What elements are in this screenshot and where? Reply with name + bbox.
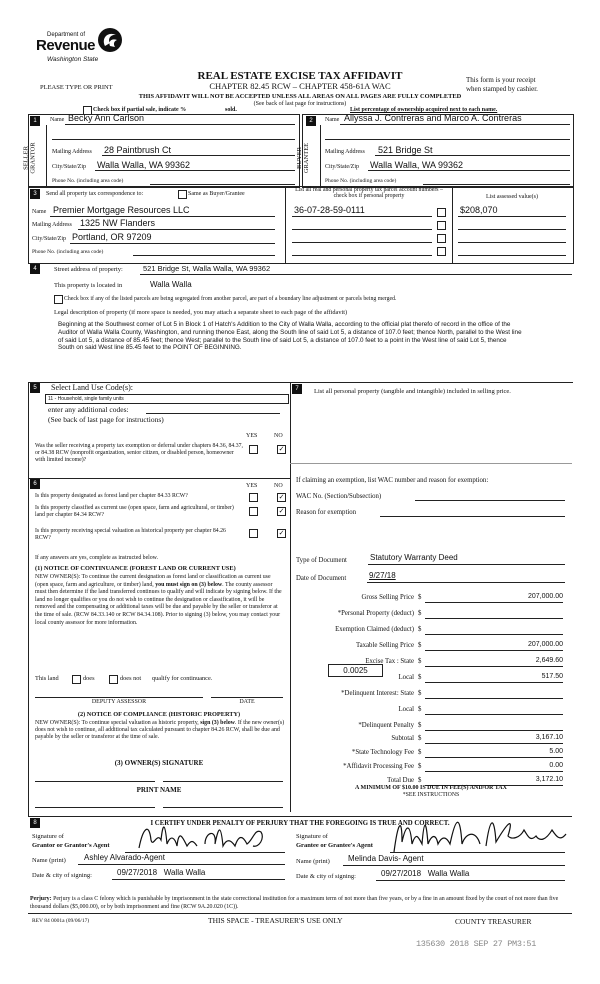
seller-label-2: GRANTOR: [29, 142, 37, 174]
tax-row-value[interactable]: 5.00: [425, 748, 563, 758]
buyer-phone-label: Phone No. (including area code): [325, 178, 397, 184]
correspondence-label: Send all property tax correspondence to:: [46, 191, 144, 197]
no-header: NO: [274, 483, 283, 489]
type-or-print: PLEASE TYPE OR PRINT: [40, 84, 113, 91]
line: [140, 274, 572, 275]
land-use-code-select[interactable]: 11 - Household, single family units: [45, 394, 289, 404]
historic-yes-checkbox[interactable]: [249, 529, 258, 538]
exemption-no-checkbox[interactable]: ✓: [278, 445, 285, 453]
print-name-field[interactable]: [35, 807, 155, 808]
street-field[interactable]: 521 Bridge St, Walla Walla, WA 99362: [143, 264, 271, 273]
tax-row-value[interactable]: 3,167.10: [425, 734, 563, 744]
notice1-part: NEW OWNER(S): To continue the current designation as forest land or classification as current use (open space, farm and agriculture, or timber) land,: [35, 574, 271, 588]
line: [78, 229, 275, 230]
logo-name: Revenue: [36, 37, 96, 54]
currency-sign: $: [418, 626, 422, 633]
grantor-signature[interactable]: [135, 818, 280, 853]
tax-row-value[interactable]: [425, 705, 563, 715]
no-header: NO: [274, 433, 283, 439]
line: [390, 852, 565, 853]
notice2-text: [35, 720, 285, 741]
parcel-header: List all real and personal property tax parcel account numbers – check box if personal property: [295, 187, 443, 200]
line: [102, 155, 295, 156]
see-back-note: (See back of last page for instructions): [253, 101, 347, 107]
grantor-name-field[interactable]: Ashley Alvarado-Agent: [84, 853, 165, 862]
tax-row-value[interactable]: 517.50: [425, 673, 563, 683]
wac-label: WAC No. (Section/Subsection): [296, 493, 382, 500]
buyer-label-2: GRANTEE: [303, 142, 311, 174]
grantee-date-label: Date & city of signing:: [296, 873, 356, 880]
tax-row-label: Taxable Selling Price: [355, 642, 414, 649]
legal-description-field[interactable]: Beginning at the Southwest corner of Lot 5 in Block 1 of Hatch's Addition to the City of Walla Walla, according to the official plat therefo of record in the office of the Auditor of Walla Walla County, Washington, and running thence East, along the South line of said Lot 5, a distance of 107.0 feet; thence North, parallel to the West line of said Lot 5, a distance of 85.45 feet; thence West; parallel to the South line of said Lot 5, a distance of 107.0 feet to a point in the West line of said Lot 5, thence South on said West line 85.45 feet to the POINT OF BEGINNING.: [58, 321, 522, 352]
section-number: 3: [30, 189, 40, 199]
notice2-bold: sign (3) below: [200, 720, 235, 726]
seller-phone-label: Phone No. (including area code): [52, 178, 124, 184]
additional-codes-label: enter any additional codes:: [48, 405, 129, 414]
ownership-note: List percentage of ownership acquired next to each name.: [350, 107, 498, 113]
tax-row-value[interactable]: [425, 689, 563, 699]
line: [112, 879, 285, 880]
treasurer-stamp: 135630 2018 SEP 27 PM3:51: [416, 939, 537, 949]
grantee-name-label: Name (print): [296, 858, 330, 865]
receipt-note-2: when stamped by cashier.: [466, 85, 538, 93]
dor-logo-icon: [96, 26, 124, 54]
corr-mail-label: Mailing Address: [32, 222, 72, 228]
wac-field[interactable]: [415, 500, 565, 501]
assessed-value-header: List assessed value(s): [486, 194, 538, 200]
exemption-question: Was the seller receiving a property tax exemption or deferral under chapters 84.36, 84.37, or 84.38 RCW (nonprofit organization, senior citizen, or disabled person, homeowner with limited income)?: [35, 443, 243, 464]
personal-property-checkbox[interactable]: [437, 247, 446, 256]
tax-row-value[interactable]: [425, 721, 563, 731]
line: [78, 864, 285, 865]
line: [70, 243, 275, 244]
parcel-number-field[interactable]: 36-07-28-59-0111: [294, 205, 365, 215]
this-land-label: This land: [35, 675, 59, 682]
seller-city-label: City/State/Zip: [52, 164, 86, 170]
tax-row-label: Local: [398, 706, 414, 713]
seller-name-label: Name: [50, 117, 65, 123]
tax-row-label: Local: [398, 674, 414, 681]
tax-row-label: Excise Tax : State: [365, 658, 414, 665]
buyer-mail-label: Mailing Address: [325, 149, 365, 155]
street-label: Street address of property:: [54, 266, 123, 273]
tax-row-value[interactable]: 0.00: [425, 762, 563, 772]
buyer-name-field[interactable]: Allyssa J. Contreras and Marco A. Contreras: [344, 113, 522, 123]
legal-label: Legal description of property (if more space is needed, you may attach a separate sheet to each page of the affidavit): [54, 309, 348, 316]
segregated-label: Check box if any of the listed parcels are being segregated from another parcel, are part of a boundary line adjustment or parcels being merged.: [64, 296, 397, 302]
notice1-text: [35, 574, 285, 627]
corr-name-field[interactable]: Premier Mortgage Resources LLC: [53, 205, 190, 215]
personal-property-label: List all personal property (tangible and intangible) included in selling price.: [314, 388, 511, 395]
tax-row-value[interactable]: 3,172.10: [425, 776, 563, 786]
receipt-note-1: This form is your receipt: [466, 76, 536, 84]
tax-row-value[interactable]: [425, 625, 563, 635]
currency-sign: $: [418, 610, 422, 617]
currency-sign: $: [418, 674, 422, 681]
owner-signature-field[interactable]: [35, 781, 155, 782]
located-label: This property is located in: [54, 282, 123, 289]
grantee-sig-of: Signature of: [296, 833, 328, 840]
forest-yes-checkbox[interactable]: [249, 493, 258, 502]
treasurer-space: THIS SPACE - TREASURER'S USE ONLY: [208, 916, 343, 925]
does-checkbox[interactable]: [72, 675, 81, 684]
same-as-buyer-checkbox[interactable]: [178, 190, 187, 199]
currency-sign: $: [418, 749, 422, 756]
corr-mail-field[interactable]: 1325 NW Flanders: [80, 218, 156, 228]
perjury-text: Perjury is a class C felony which is punishable by imprisonment in the state correctional institution for a maximum term of not more than five years, or by a fine in an amount fixed by the court of not more than five thousand dollars ($5,000.00), or by both imprisonment and fine (RCW 9A.20.020 (1C)).: [30, 896, 559, 910]
seller-mail-label: Mailing Address: [52, 149, 92, 155]
grantee-sig-label: Grantee or Grantee's Agent: [296, 842, 373, 849]
line: [343, 865, 565, 866]
divider: [28, 913, 572, 914]
if-yes-note: If any answers are yes, complete as instructed below.: [35, 555, 158, 561]
reason-field[interactable]: [380, 516, 565, 517]
current-use-yes-checkbox[interactable]: [249, 507, 258, 516]
section-number: 1: [30, 116, 40, 126]
deputy-assessor-signature[interactable]: [35, 697, 203, 698]
seller-label-1: SELLER: [22, 146, 30, 170]
line: [368, 170, 570, 171]
buyer-city-label: City/State/Zip: [325, 164, 359, 170]
notice1-bold: you must sign on (3) below: [155, 581, 223, 588]
currency-sign: $: [418, 642, 422, 649]
assessed-value-field[interactable]: $208,070: [460, 205, 498, 215]
grantor-sig-of: Signature of: [32, 833, 64, 840]
section-number: 5: [30, 383, 40, 393]
partial-sold-label: sold.: [225, 107, 237, 113]
corr-phone-label: Phone No. (including area code): [32, 249, 104, 255]
line: [292, 255, 432, 256]
doc-date-label: Date of Document: [296, 575, 347, 582]
line: [292, 242, 432, 243]
local-rate-field[interactable]: 0.0025: [328, 664, 383, 677]
tax-row-label: Total Due: [387, 777, 414, 784]
does-label: does: [83, 675, 95, 682]
seller-label: [23, 142, 37, 173]
forest-question: Is this property designated as forest land per chapter 84.33 RCW?: [35, 493, 188, 499]
line: [458, 255, 566, 256]
county-treasurer: COUNTY TREASURER: [455, 917, 532, 926]
perjury-bold: Perjury:: [30, 896, 52, 902]
grantor-name-label: Name (print): [32, 857, 66, 864]
logo-state: Washington State: [47, 56, 99, 63]
exemption-yes-checkbox[interactable]: [249, 445, 258, 454]
corr-name-label: Name: [32, 209, 47, 215]
currency-sign: $: [418, 706, 422, 713]
notice2-part: NEW OWNER(S): To continue special valuation as historic property,: [35, 720, 199, 726]
segregated-checkbox[interactable]: [54, 295, 63, 304]
tax-row-value[interactable]: 207,000.00: [425, 641, 563, 651]
perjury-note: [30, 896, 565, 911]
current-use-question: Is this property classified as current use (open space, farm and agricultural, or timber) land per chapter 84.34 RCW?: [35, 505, 234, 519]
section-number: 4: [30, 264, 40, 274]
land-use-label: Select Land Use Code(s):: [51, 383, 133, 392]
seller-name-field[interactable]: Becky Ann Carlson: [68, 113, 145, 123]
seller-phone-field: [150, 184, 295, 185]
line: [292, 229, 432, 230]
tax-row-label: Gross Selling Price: [361, 594, 414, 601]
qualify-label: qualify for continuance.: [152, 675, 213, 682]
land-use-see-back: (See back of last page for instructions): [48, 415, 164, 424]
print-name-field-2[interactable]: [163, 807, 283, 808]
current-use-no-checkbox[interactable]: ✓: [278, 507, 285, 515]
divider: [290, 463, 572, 464]
notice1-title: (1) NOTICE OF CONTINUANCE (FOREST LAND OR CURRENT USE): [35, 565, 236, 572]
logo-dept: Department of: [47, 32, 86, 38]
tax-row-label: *State Technology Fee: [351, 749, 414, 756]
partial-sale-label: Check box if partial sale, indicate %: [93, 107, 187, 113]
line: [376, 880, 565, 881]
tax-row-label: *Delinquent Penalty: [358, 722, 414, 729]
yes-header: YES: [246, 483, 258, 489]
tax-row-value[interactable]: 207,000.00: [425, 593, 563, 603]
currency-sign: $: [418, 777, 422, 784]
tax-row-value[interactable]: [425, 609, 563, 619]
buyer-name-label: Name: [325, 117, 340, 123]
tax-row-label: *Delinquent Interest: State: [341, 690, 414, 697]
tax-row-label: Exemption Claimed (deduct): [335, 626, 414, 633]
currency-sign: $: [418, 722, 422, 729]
same-as-buyer-label: Same as Buyer/Grantee: [188, 191, 245, 197]
certify-statement: I CERTIFY UNDER PENALTY OF PERJURY THAT THE FOREGOING IS TRUE AND CORRECT.: [150, 820, 450, 827]
minimum-note: A MINIMUM OF $10.00 IS DUE IN FEE(S) AND/OR TAX: [355, 785, 507, 791]
historic-question: Is this property receiving special valuation as historical property per chapter 84.26 RCW?: [35, 528, 226, 542]
divider: [28, 478, 290, 479]
reason-label: Reason for exemption: [296, 509, 357, 516]
seller-city-field[interactable]: Walla Walla, WA 99362: [97, 160, 191, 170]
yes-header: YES: [246, 433, 258, 439]
tax-row-label: *Personal Property (deduct): [337, 610, 414, 617]
line: [368, 564, 565, 565]
line: [95, 170, 295, 171]
buyer-side-label: [296, 125, 321, 186]
see-instructions: *SEE INSTRUCTIONS: [402, 792, 460, 798]
currency-sign: $: [418, 735, 422, 742]
line: [292, 216, 432, 217]
does-not-label: does not: [120, 675, 142, 682]
line: [340, 124, 570, 125]
line: [367, 582, 565, 583]
grantor-date-field[interactable]: 09/27/2018 Walla Walla: [117, 868, 206, 877]
date-label: DATE: [239, 699, 255, 705]
assessor-date-field[interactable]: [211, 697, 283, 698]
line: [325, 139, 570, 140]
grantor-sig-label: Grantor or Grantor's Agent: [32, 842, 110, 849]
doc-type-field[interactable]: Statutory Warranty Deed: [370, 553, 458, 562]
buyer-label: [296, 143, 310, 173]
grantee-date-field[interactable]: 09/27/2018 Walla Walla: [381, 869, 470, 878]
seller-side-label: [22, 125, 47, 186]
line: [375, 155, 570, 156]
line: [458, 229, 566, 230]
tax-row-label: Subtotal: [391, 735, 414, 742]
personal-property-checkbox[interactable]: [437, 221, 446, 230]
divider: [285, 186, 286, 263]
located-field[interactable]: Walla Walla: [150, 280, 192, 289]
tax-row-value[interactable]: 2,649.60: [425, 657, 563, 667]
line: [458, 216, 566, 217]
currency-sign: $: [418, 690, 422, 697]
exemption-claim-label: If claiming an exemption, list WAC number and reason for exemption:: [296, 477, 489, 484]
currency-sign: $: [418, 594, 422, 601]
section-number: 6: [30, 479, 40, 489]
notice2-title: (2) NOTICE OF COMPLIANCE (HISTORIC PROPERTY): [77, 711, 241, 718]
section-number: 7: [292, 384, 302, 394]
tax-row-label: *Affidavit Processing Fee: [343, 763, 414, 770]
buyer-label-1: BUYER: [296, 146, 304, 170]
line: [50, 216, 275, 217]
personal-property-checkbox[interactable]: [437, 234, 446, 243]
currency-sign: $: [418, 763, 422, 770]
form-chapter: CHAPTER 82.45 RCW – CHAPTER 458-61A WAC: [209, 81, 391, 91]
line: [65, 124, 295, 125]
deputy-label: DEPUTY ASSESSOR: [91, 699, 147, 705]
section-number: 2: [306, 116, 316, 126]
grantee-name-field[interactable]: Melinda Davis- Agent: [348, 854, 424, 863]
corr-city-field[interactable]: Portland, OR 97209: [72, 232, 152, 242]
notice2-part: . If the new owner(s) does not wish to continue, all additional tax calculated pursuant to chapter 84.26 RCW, shall be due and payable by the seller or transferor at the time of sale.: [35, 720, 285, 740]
additional-codes-field[interactable]: [146, 413, 280, 414]
line: [52, 139, 295, 140]
corr-phone-field: [133, 255, 275, 256]
buyer-mail-field[interactable]: 521 Bridge St: [378, 145, 433, 155]
doc-type-label: Type of Document: [296, 557, 347, 564]
notice1-part: . The county assessor must then determine if the land transferred continues to qualify and will indicate by signing below. If the land no longer qualifies or you do not wish to continue the designation or classification, it will be removed and the compensating or additional taxes will be due and payable by the seller or transferor at the time of sale. (RCW 84.33.140 or RCW 84.34.108). Prior to signing (3) below, you may contact your local county assessor for more information.: [35, 581, 282, 626]
owner-signature-field-2[interactable]: [163, 781, 283, 782]
grantee-signature[interactable]: [390, 812, 570, 857]
warning-text: THIS AFFIDAVIT WILL NOT BE ACCEPTED UNLESS ALL AREAS ON ALL PAGES ARE FULLY COMPLETED: [138, 93, 462, 100]
personal-property-checkbox[interactable]: [437, 208, 446, 217]
form-number: REV 84 0001a (09/06/17): [32, 918, 90, 924]
grantor-date-label: Date & city of signing:: [32, 872, 92, 879]
currency-sign: $: [418, 658, 422, 665]
form-title: REAL ESTATE EXCISE TAX AFFIDAVIT: [197, 70, 403, 82]
seller-mail-field[interactable]: 28 Paintbrush Ct: [104, 145, 172, 155]
section-number: 8: [30, 818, 40, 828]
forest-no-checkbox[interactable]: ✓: [278, 493, 285, 501]
historic-no-checkbox[interactable]: ✓: [278, 529, 285, 537]
owner-signature-label: (3) OWNER(S) SIGNATURE: [114, 759, 204, 767]
print-name-label: PRINT NAME: [136, 786, 182, 794]
line: [458, 242, 566, 243]
corr-city-label: City/State/Zip: [32, 236, 66, 242]
doc-date-field[interactable]: 9/27/18: [369, 571, 396, 580]
does-not-checkbox[interactable]: [109, 675, 118, 684]
buyer-city-field[interactable]: Walla Walla, WA 99362: [370, 160, 464, 170]
buyer-phone-field: [423, 184, 570, 185]
